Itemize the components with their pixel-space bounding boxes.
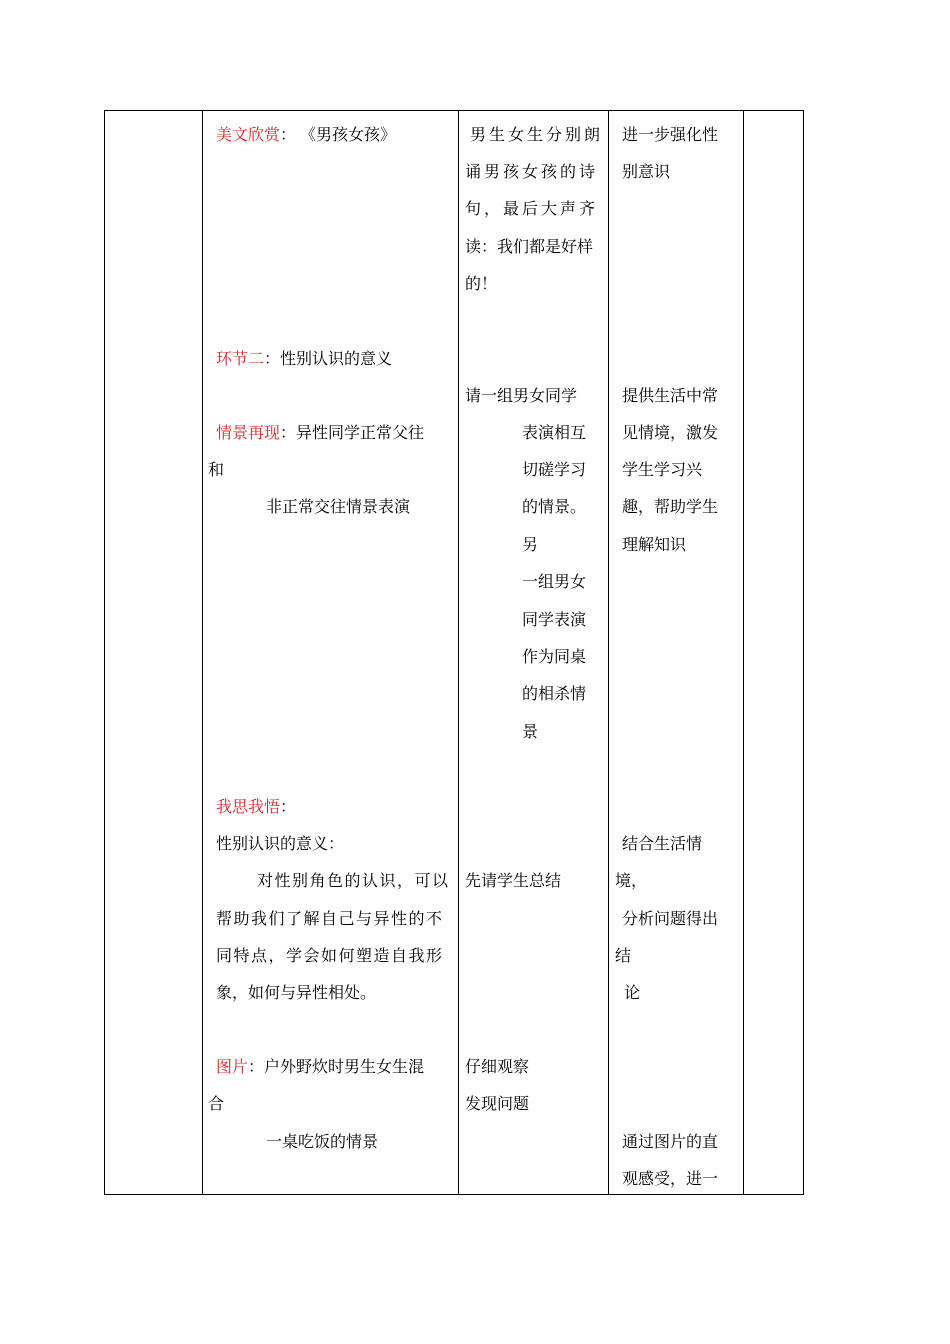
section-2-heading [216,349,392,369]
section-5-heading [216,1057,424,1077]
lesson-table [104,110,804,1195]
intent-line: 学生学习兴 [622,460,703,479]
section-label: 我思我悟 [216,797,281,816]
intent-line: 结合生活情 [622,834,703,853]
section-label: 图片 [216,1057,249,1076]
activity-line: 男生女生分别朗 [470,125,604,144]
section-title: 《男孩女孩》 [308,125,397,144]
intent-line: 境， [615,871,648,890]
intent-line: 通过图片的直 [622,1132,719,1151]
intent-line: 见情境，激发 [622,423,719,442]
intent-line: 论 [624,983,641,1002]
intent-line: 结 [615,946,632,965]
activity-line: 先请学生总结 [465,871,562,890]
activity-line: 的情景。 [522,497,587,516]
activity-line: 景 [522,722,539,741]
activity-line: 同学表演 [522,610,587,629]
section-3-line: 和 [208,460,225,479]
column-divider [458,111,459,1194]
column-divider [743,111,744,1194]
section-title: ：户外野炊时男生女生混 [248,1057,425,1076]
activity-line: 切磋学习 [522,460,587,479]
section-5-line: 合 [208,1094,225,1113]
activity-line: 发现问题 [465,1094,530,1113]
activity-line: 仔细观察 [465,1057,530,1076]
meaning-line: 帮助我们了解自己与异性的不 [216,909,444,928]
activity-line: 诵男孩女孩的诗 [465,162,599,181]
activity-line: 表演相互 [522,423,587,442]
intent-line: 观感受，进一 [622,1169,719,1188]
meaning-title: 性别认识的意义： [216,834,345,853]
meaning-line: 对性别角色的认识，可以 [257,871,450,890]
intent-line: 进一步强化性 [622,125,719,144]
section-colon: ： [280,797,297,816]
section-colon: ： [280,125,297,144]
section-label: 美文欣赏 [216,125,281,144]
section-label: 情景再现 [216,423,281,442]
intent-line: 提供生活中常 [622,386,719,405]
activity-line: 一组男女 [522,572,587,591]
intent-line: 别意识 [622,162,671,181]
section-5-line: 一桌吃饭的情景 [266,1132,379,1151]
meaning-line: 象，如何与异性相处。 [216,983,377,1002]
section-label: 环节二 [216,349,265,368]
activity-line: 读：我们都是好样 [465,237,594,256]
column-divider [608,111,609,1194]
meaning-line: 同特点，学会如何塑造自我形 [216,946,444,965]
intent-line: 理解知识 [622,535,687,554]
activity-line: 作为同桌 [522,647,587,666]
section-title: ：性别认识的意义 [264,349,393,368]
section-4-heading [216,797,296,817]
activity-line: 的相杀情 [522,684,587,703]
intent-line: 趣，帮助学生 [622,497,719,516]
activity-line: 的！ [465,274,498,293]
activity-line: 另 [522,535,539,554]
column-divider [202,111,203,1194]
section-3-heading [216,423,424,443]
section-1-heading [216,125,396,145]
activity-line: 请一组男女同学 [465,386,578,405]
section-3-line: 非正常交往情景表演 [266,497,411,516]
intent-line: 分析问题得出 [622,909,719,928]
activity-line: 句，最后大声齐 [465,199,599,218]
section-title: ：异性同学正常父往 [280,423,425,442]
